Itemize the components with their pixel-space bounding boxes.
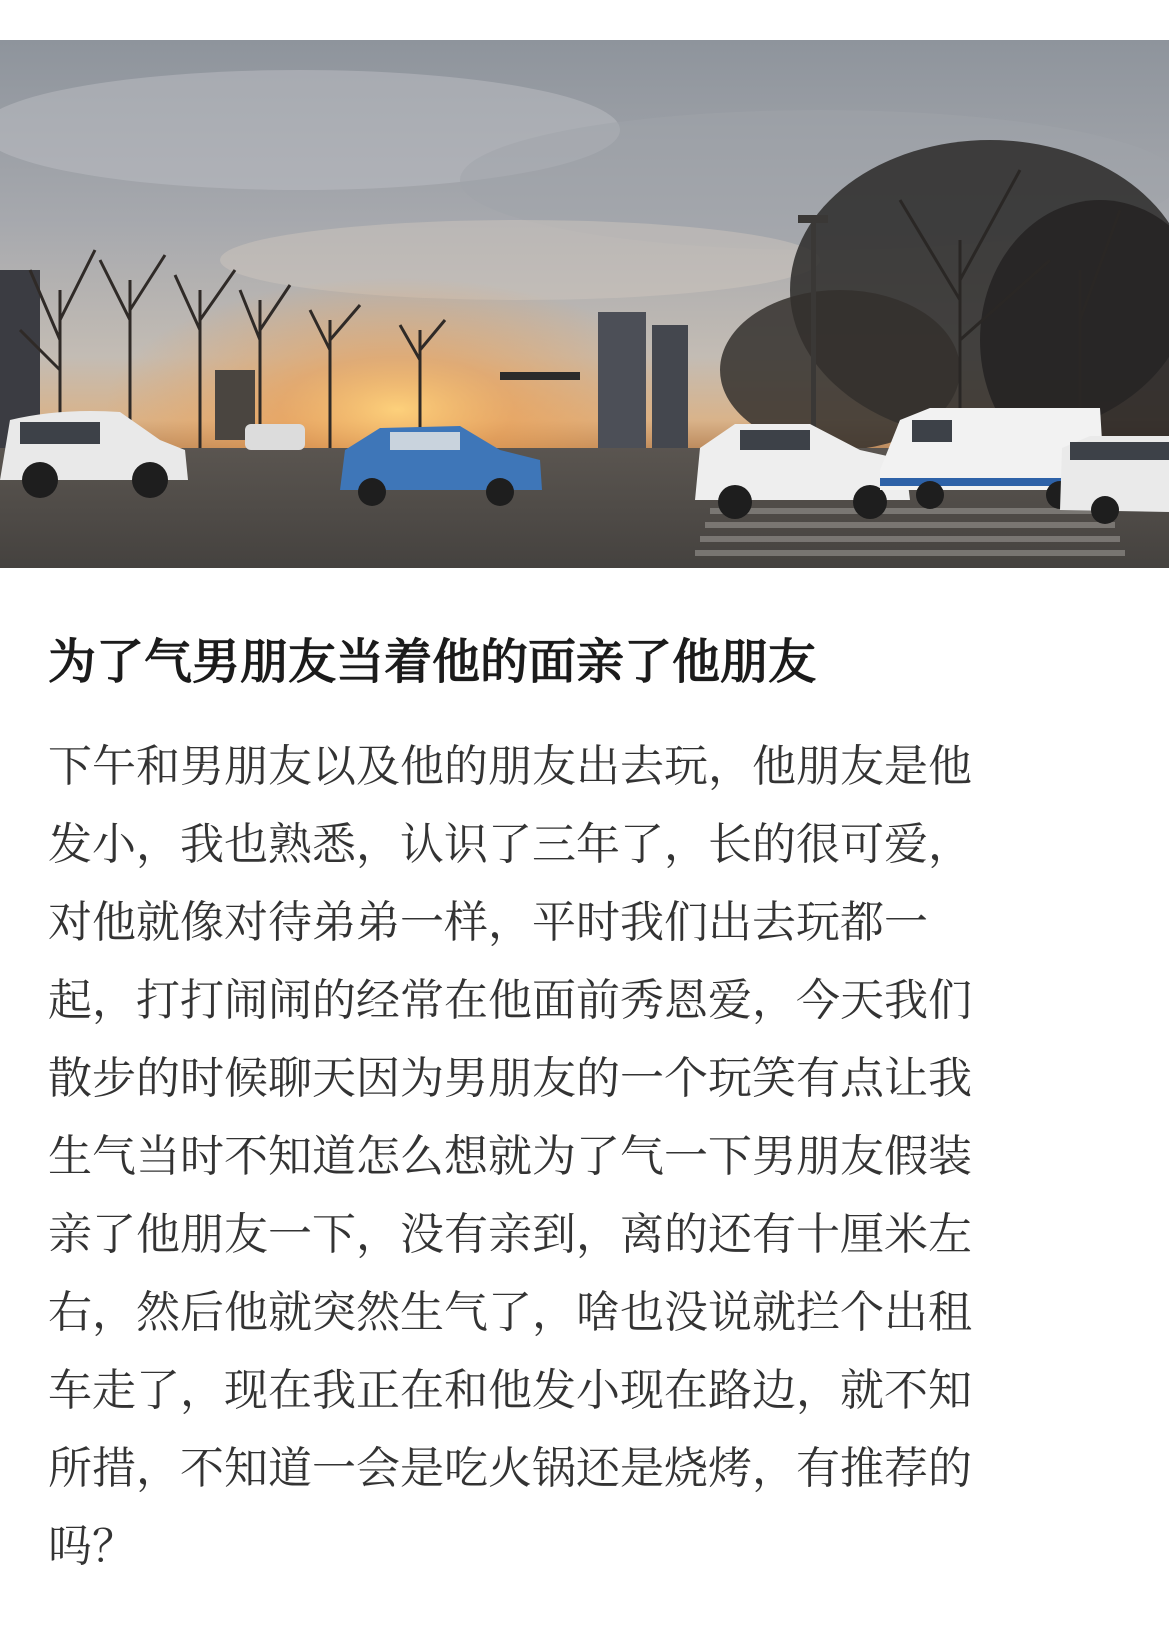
body-line: 起，打打闹闹的经常在他面前秀恩爱，今天我们 xyxy=(48,975,972,1026)
body-line: 散步的时候聊天因为男朋友的一个玩笑有点让我 xyxy=(48,1053,972,1104)
body-line: 右，然后他就突然生气了，啥也没说就拦个出租 xyxy=(48,1287,972,1338)
body-line: 对他就像对待弟弟一样，平时我们出去玩都一 xyxy=(48,897,928,948)
body-line: 下午和男朋友以及他的朋友出去玩，他朋友是他 xyxy=(48,741,972,792)
body-line: 车走了，现在我正在和他发小现在路边，就不知 xyxy=(48,1365,972,1416)
post-body xyxy=(48,728,1128,1586)
body-line: 生气当时不知道怎么想就为了气一下男朋友假装 xyxy=(48,1131,972,1182)
top-white-strip xyxy=(0,0,1169,40)
body-line: 亲了他朋友一下，没有亲到，离的还有十厘米左 xyxy=(48,1209,972,1260)
body-line: 发小，我也熟悉，认识了三年了，长的很可爱， xyxy=(48,819,972,870)
post-title: 为了气男朋友当着他的面亲了他朋友 xyxy=(48,634,817,690)
body-line: 吗？ xyxy=(48,1521,136,1572)
body-line: 所措，不知道一会是吃火锅还是烧烤，有推荐的 xyxy=(48,1443,972,1494)
header-photo xyxy=(0,40,1169,568)
